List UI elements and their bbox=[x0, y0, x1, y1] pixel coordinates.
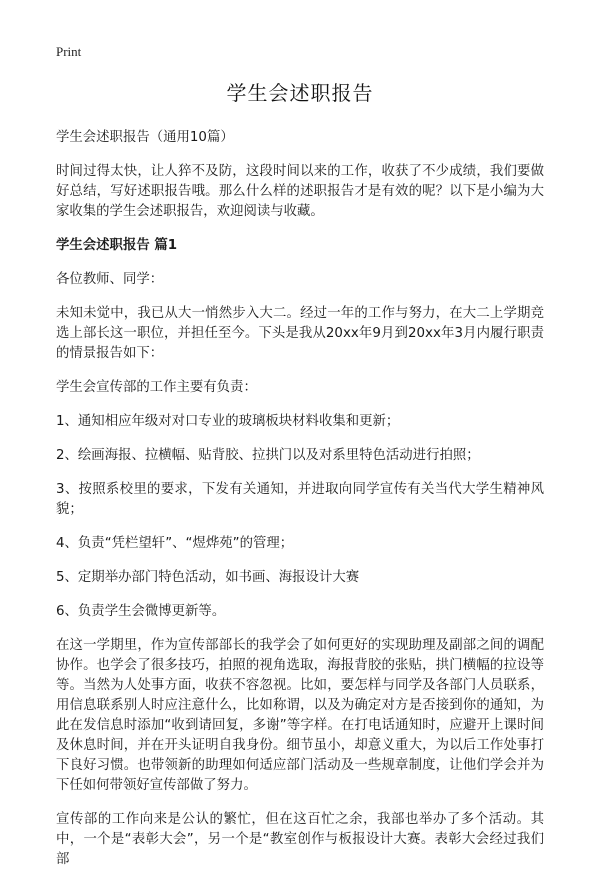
greeting: 各位教师、同学： bbox=[56, 272, 164, 287]
document-subtitle: 学生会述职报告（通用10篇） bbox=[56, 130, 234, 145]
duty-item: 5、定期举办部门特色活动，如书画、海报设计大赛 bbox=[56, 570, 360, 585]
section-heading: 学生会述职报告 篇1 bbox=[56, 238, 178, 253]
document-title: 学生会述职报告 bbox=[226, 81, 374, 105]
body-paragraph: 学生会宣传部的工作主要有负责： bbox=[56, 380, 257, 395]
print-link[interactable]: Print bbox=[56, 44, 82, 59]
duty-item: 6、负责学生会微博更新等。 bbox=[56, 604, 226, 619]
duty-item: 3、按照系校里的要求，下发有关通知，并进取向同学宣传有关当代大学生精神风貌； bbox=[56, 482, 544, 517]
body-paragraph: 在这一学期里，作为宣传部部长的我学会了如何更好的实现助理及副部之间的调配协作。也学会了很多技巧，拍照的视角选取，海报背胶的张贴，拱门横幅的拉设等等。当然为人处事方面，收获不容忽视。比如，要怎样与同学及各部门人员联系，用信息联系别人时应注意什么，比如称谓，以及为确定对方是否接到你的通知，为此在发信息时添加“收到请回复，多谢”等字样。在打电话通知时，应避开上课时间及休息时间，并在开头证明自我身份。细节虽小，却意义重大，为以后工作处事打下良好习惯。也带领新的助理如何适应部门活动及一些规章制度，让他们学会并为下任如何带领好宣传部做了努力。 bbox=[56, 638, 544, 793]
body-paragraph: 宣传部的工作向来是公认的繁忙，但在这百忙之余，我部也举办了多个活动。其中，一个是“表彰大会”，另一个是“教室创作与板报设计大赛。表彰大会经过我们部 bbox=[56, 812, 544, 867]
body-paragraph: 未知未觉中，我已从大一悄然步入大二。经过一年的工作与努力，在大二上学期竞选上部长这一职位，并担任至今。下头是我从20xx年9月到20xx年3月内履行职责的情景报告如下： bbox=[56, 306, 544, 361]
duty-item: 2、绘画海报、拉横幅、贴背胶、拉拱门以及对系里特色活动进行拍照； bbox=[56, 448, 480, 463]
duty-item: 4、负责“凭栏望轩”、“煜烨苑”的管理； bbox=[56, 536, 294, 551]
duty-item: 1、通知相应年级对对口专业的玻璃板块材料收集和更新； bbox=[56, 414, 400, 429]
intro-paragraph: 时间过得太快，让人猝不及防，这段时间以来的工作，收获了不少成绩，我们要做好总结，写好述职报告哦。那么什么样的述职报告才是有效的呢？以下是小编为大家收集的学生会述职报告，欢迎阅读与收藏。 bbox=[56, 164, 544, 219]
